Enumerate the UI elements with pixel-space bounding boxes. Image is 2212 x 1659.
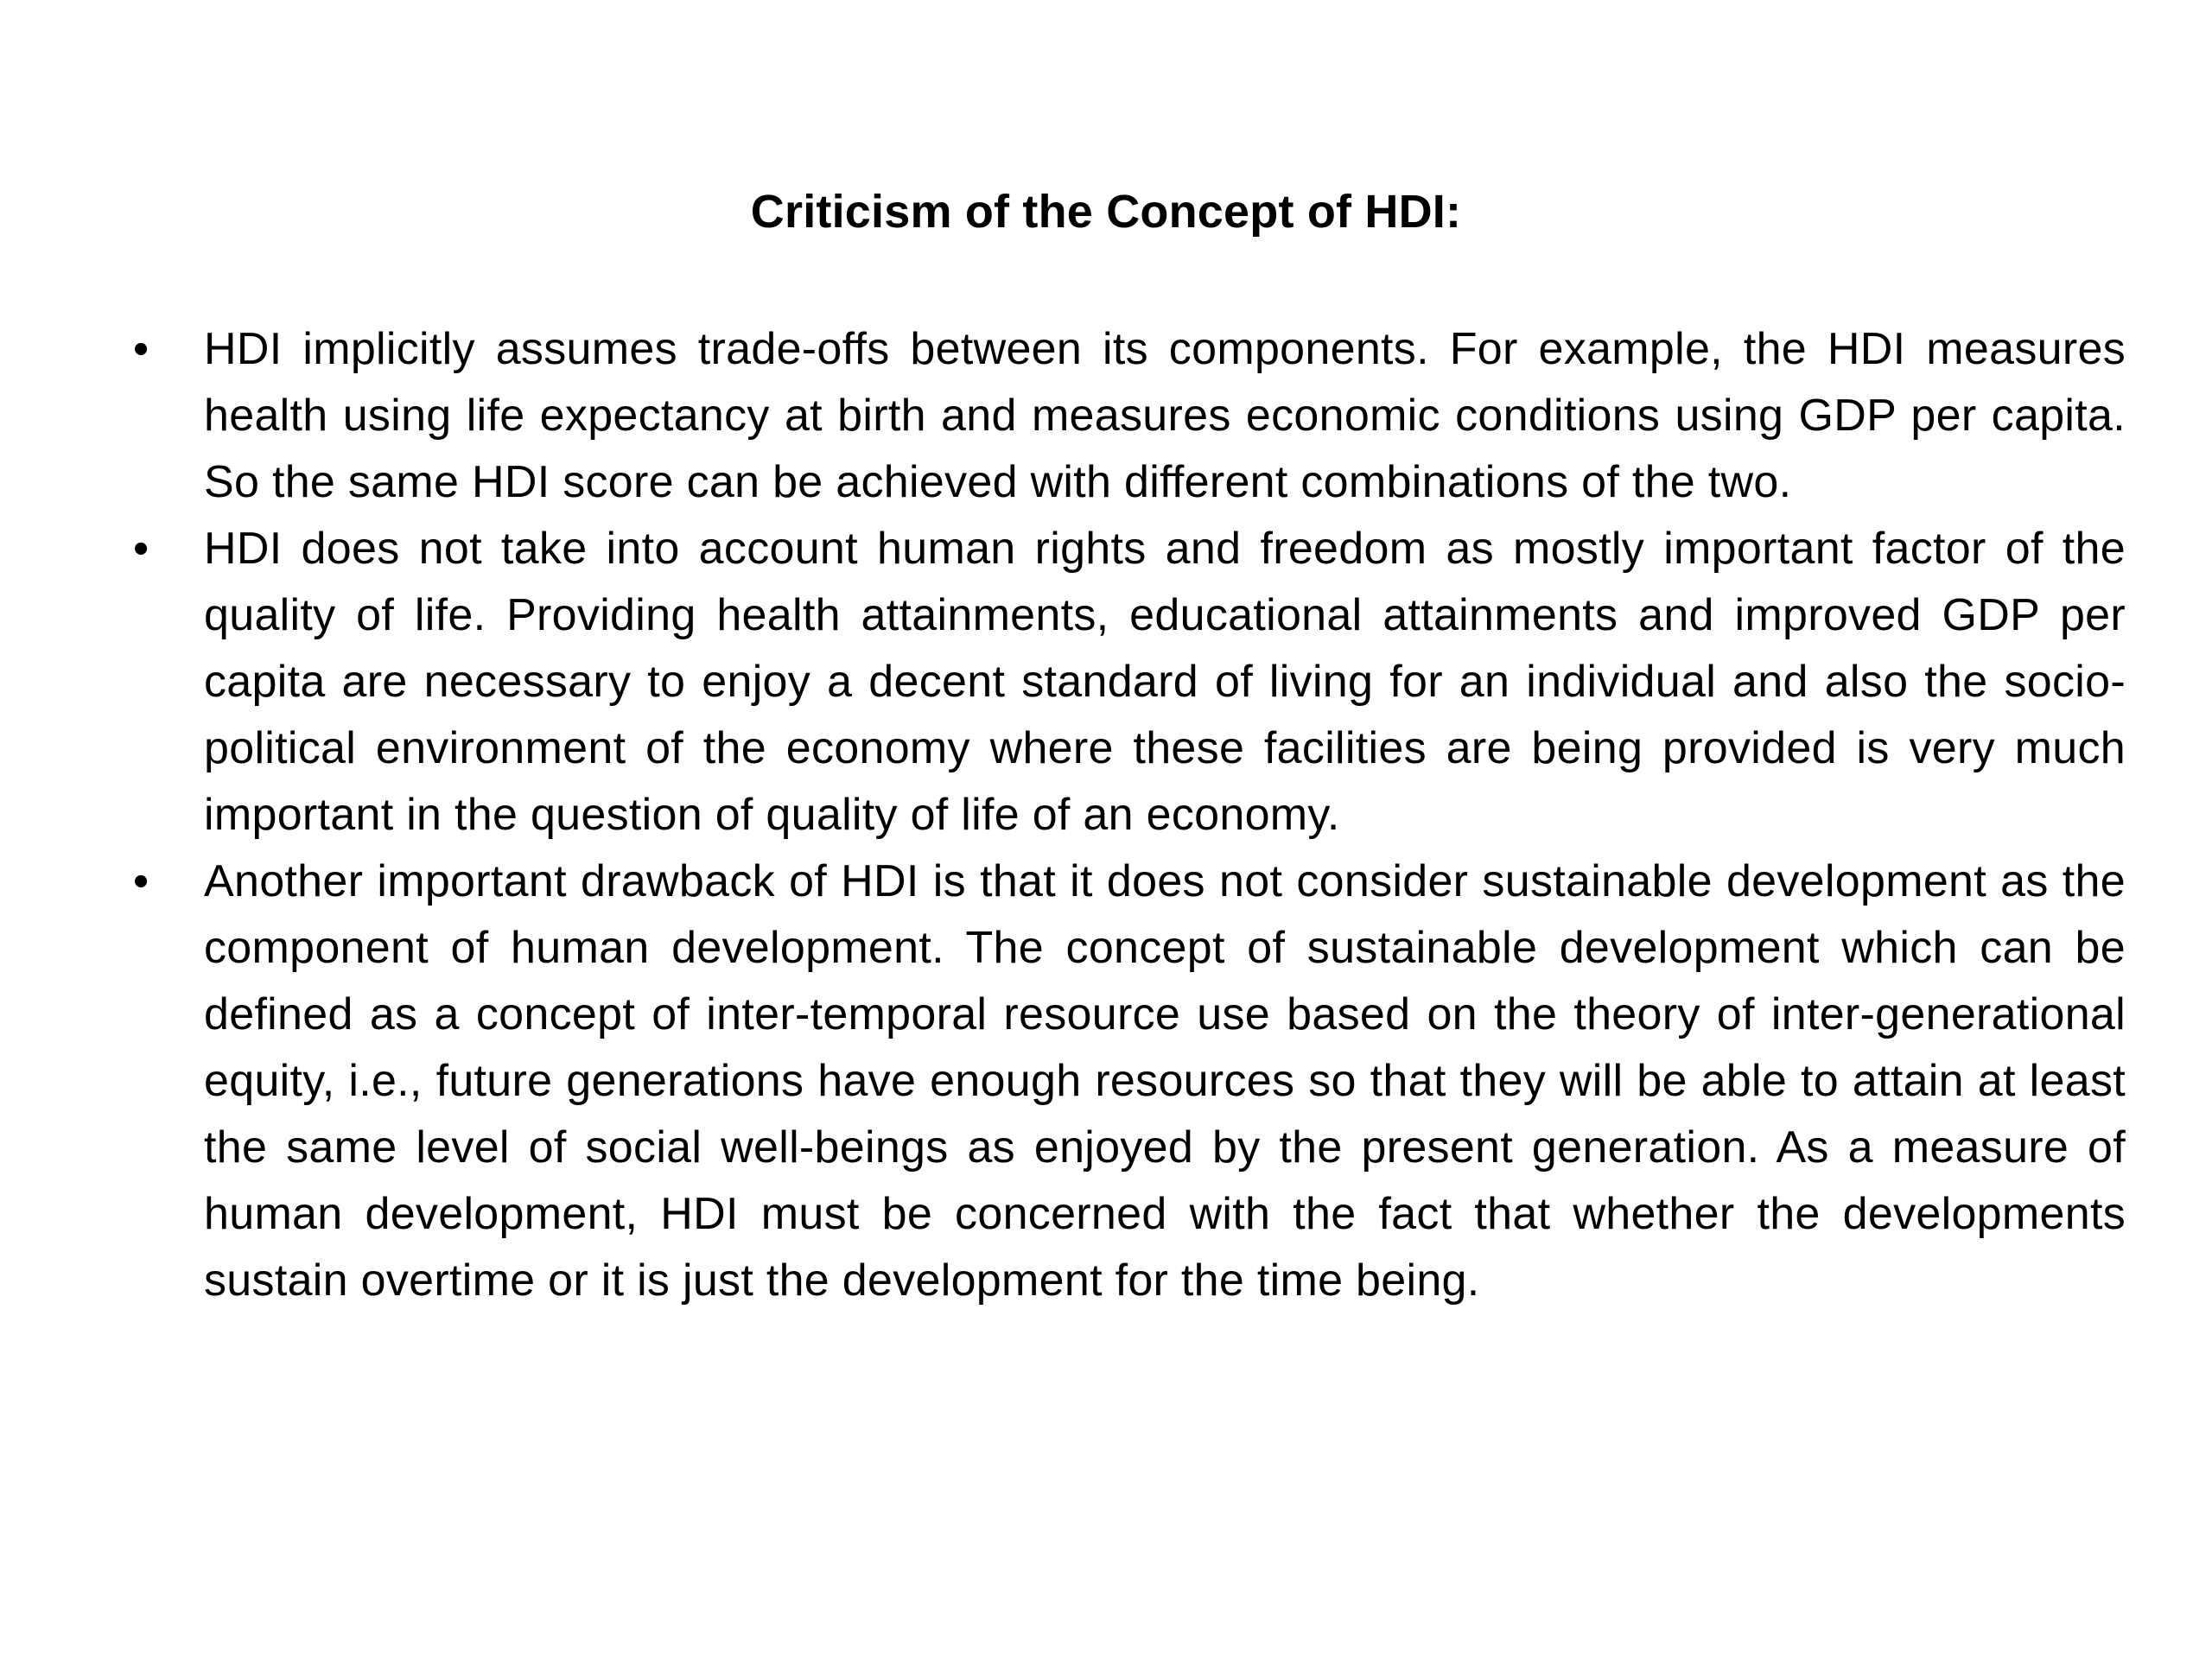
slide-title: Criticism of the Concept of HDI: xyxy=(750,186,1462,238)
bullet-item-2 xyxy=(121,516,2126,849)
bullet-text-1: HDI implicitly assumes trade-offs between its components. For example, the HDI measures health using life expectancy at birth and measures economic conditions using GDP per capita. So the same HDI score can be achieved with different combinations of the two. xyxy=(204,324,2126,507)
bullet-item-1 xyxy=(121,316,2126,516)
bullet-icon: • xyxy=(133,856,149,906)
bullet-icon: • xyxy=(133,524,149,574)
bullet-icon: • xyxy=(133,324,149,374)
bullet-item-3 xyxy=(121,849,2126,1314)
bullet-list xyxy=(121,316,2126,1314)
bullet-text-2: HDI does not take into account human rights and freedom as mostly important factor of the quality of life. Providing health attainments, educational attainments and improved GDP per capita are necessary to enjoy a decent standard of living for an individual and also the socio-political environment of the economy where these facilities are being provided is very much important in the question of quality of life of an economy. xyxy=(204,524,2126,840)
bullet-text-3: Another important drawback of HDI is that it does not consider sustainable development as the component of human development. The concept of sustainable development which can be defined as a concept of inter-temporal resource use based on the theory of inter-generational equity, i.e., future generations have enough resources so that they will be able to attain at least the same level of social well-beings as enjoyed by the present generation. As a measure of human development, HDI must be concerned with the fact that whether the developments sustain overtime or it is just the development for the time being. xyxy=(204,856,2126,1306)
